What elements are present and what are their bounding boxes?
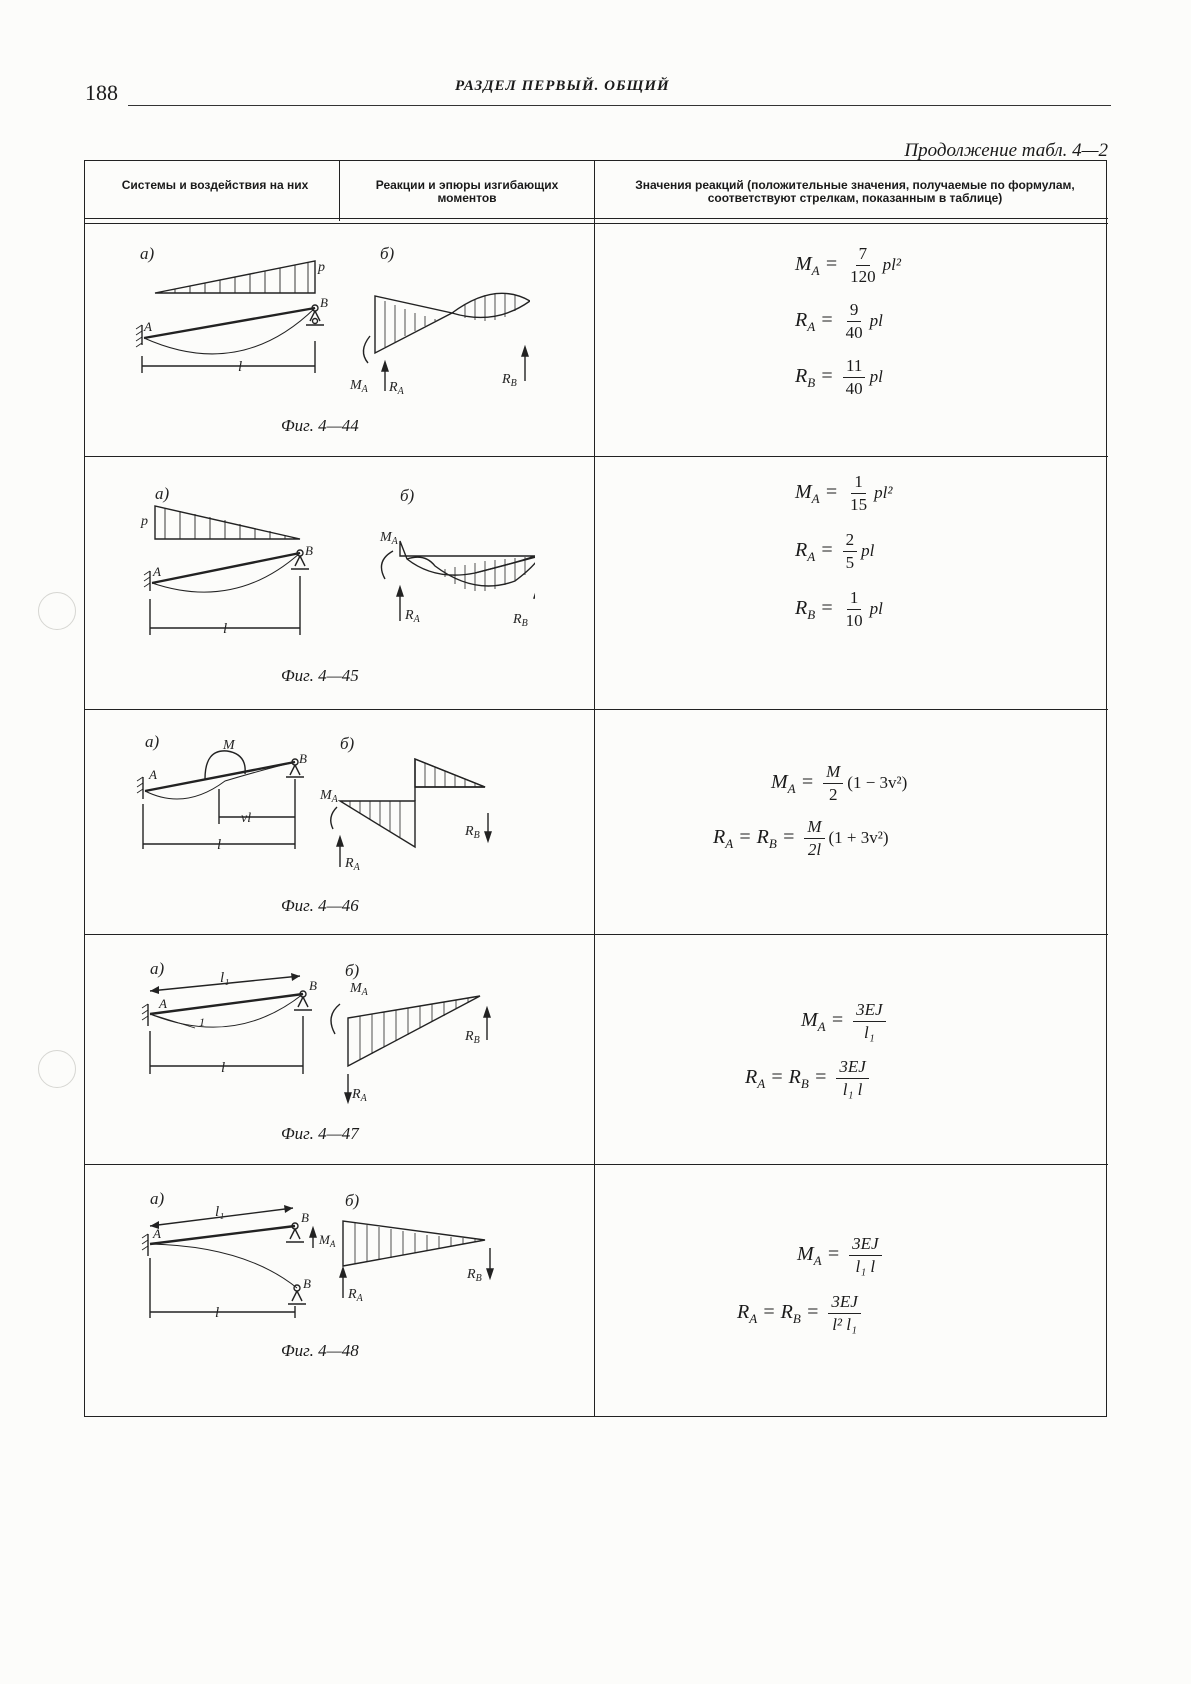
- label-p: p: [318, 260, 325, 275]
- figure-caption: Фиг. 4—45: [281, 666, 359, 685]
- svg-text:RB: $R_B$: [467, 1267, 482, 1284]
- formula-row: $R_A$ = $\frac{9}{40}$ pl: [795, 300, 883, 342]
- svg-text:а): а): [150, 1189, 165, 1208]
- svg-text:RA: $R_A$: [405, 608, 420, 625]
- row-divider-1: [85, 456, 1108, 457]
- column-header-values: Значения реакций (положительные значения, получаемые по формулам, соответствуют стрелкам, показанным в таблице): [635, 178, 1075, 205]
- row-divider-2: [85, 709, 1108, 710]
- svg-text:RA: $R_A$: [389, 380, 404, 397]
- svg-text:l₁: l₁: [220, 970, 230, 986]
- figure-caption: Фиг. 4—48: [281, 1341, 359, 1360]
- label-b: б): [380, 244, 395, 263]
- formula-row: $R_A = R_B$ = $\frac{3EJ}{\text{l² l₁}}$: [737, 1291, 865, 1336]
- column-header-reactions: Реакции и эпюры изгибающих моментов: [375, 178, 559, 205]
- figure-caption: Фиг. 4—46: [281, 896, 359, 915]
- figure-caption: Фиг. 4—47: [281, 1124, 359, 1143]
- svg-text:l: l: [223, 621, 228, 637]
- svg-text:A: A: [149, 767, 157, 782]
- svg-text:MA: $M_A$: [320, 788, 338, 805]
- svg-text:RB: $R_B$: [513, 612, 528, 629]
- svg-text:l₁: l₁: [215, 1204, 225, 1220]
- svg-text:B: B: [320, 295, 328, 310]
- svg-text:RA: $R_A$: [348, 1287, 363, 1304]
- svg-text:а): а): [150, 959, 165, 978]
- column-header-systems: Системы и воздействия на них: [121, 178, 309, 192]
- row-divider-4: [85, 1164, 1108, 1165]
- header-rule-1: [85, 218, 1108, 219]
- page-number: 188: [85, 80, 118, 105]
- formula-row: $R_B$ = $\frac{1}{10}$ pl: [795, 588, 883, 630]
- formula-row: $M_A$ = $\frac{7}{120}$ pl²: [795, 244, 901, 286]
- svg-text:RA: $R_A$: [345, 856, 360, 873]
- svg-text:M: M: [223, 738, 235, 753]
- figure-4-45: [135, 481, 535, 661]
- svg-text:RB: $R_B$: [502, 372, 517, 389]
- running-head: РАЗДЕЛ ПЕРВЫЙ. ОБЩИЙ: [455, 78, 670, 94]
- svg-text:l: l: [221, 1060, 226, 1076]
- svg-text:l: l: [215, 1305, 220, 1321]
- svg-text:RA: $R_A$: [352, 1087, 367, 1104]
- header-rule: [128, 105, 1111, 106]
- formula-row: $M_A$ = $\frac{3EJ}{\text{l₁}}$: [801, 999, 890, 1044]
- svg-text:B: B: [309, 978, 317, 993]
- binder-hole: [38, 592, 76, 630]
- svg-text:vl: vl: [241, 811, 252, 826]
- svg-text:A: A: [144, 319, 152, 334]
- column-divider: [594, 161, 595, 1416]
- header-rule-2: [85, 223, 1108, 224]
- figure-4-48: [135, 1186, 535, 1356]
- svg-text:б): б): [400, 486, 415, 505]
- svg-text:а): а): [155, 484, 170, 503]
- svg-text:1: 1: [199, 1015, 205, 1029]
- reactions-table: [84, 160, 1107, 1417]
- formula-row: $R_A = R_B$ = $\frac{M}{2l}$ (1 + 3v²): [713, 817, 889, 859]
- svg-text:RB: $R_B$: [465, 1029, 480, 1046]
- svg-text:MA: $M_A$: [350, 981, 368, 998]
- row-divider-3: [85, 934, 1108, 935]
- svg-text:B: B: [303, 1276, 311, 1291]
- svg-text:B: B: [301, 1210, 309, 1225]
- svg-text:MA: $M_A$: [350, 378, 368, 395]
- figure-caption: Фиг. 4—44: [281, 416, 359, 435]
- svg-text:MA: $M_A$: [319, 1232, 336, 1249]
- svg-text:l: l: [217, 837, 222, 853]
- svg-text:б): б): [345, 1191, 360, 1210]
- formula-row: $R_B$ = $\frac{11}{40}$ pl: [795, 356, 883, 398]
- svg-text:B: B: [299, 751, 307, 766]
- svg-text:A: A: [159, 996, 167, 1011]
- formula-row: $R_A$ = $\frac{2}{5}$ pl: [795, 530, 875, 572]
- svg-text:B: B: [305, 543, 313, 558]
- svg-text:б): б): [345, 961, 360, 980]
- formula-row: $M_A$ = $\frac{1}{15}$ pl²: [795, 472, 893, 514]
- svg-text:p: p: [141, 514, 148, 529]
- svg-text:а): а): [145, 732, 160, 751]
- header-divider-1: [339, 161, 340, 221]
- svg-text:A: A: [153, 1226, 161, 1241]
- label-a: а): [140, 244, 155, 263]
- svg-text:б): б): [340, 734, 355, 753]
- figure-4-44: [130, 241, 530, 416]
- svg-text:MA: $M_A$: [380, 530, 398, 547]
- formula-row: $R_A = R_B$ = $\frac{3EJ}{\text{l₁ l}}$: [745, 1056, 873, 1101]
- table-continuation-label: Продолжение табл. 4—2: [904, 140, 1108, 161]
- svg-text:RB: $R_B$: [465, 824, 480, 841]
- figure-4-46: [135, 729, 535, 899]
- figure-4-47: [135, 956, 535, 1126]
- formula-row: $M_A$ = $\frac{M}{2}$ (1 − 3v²): [771, 762, 908, 804]
- svg-text:A: A: [153, 564, 161, 579]
- binder-hole: [38, 1050, 76, 1088]
- svg-text:l: l: [238, 359, 243, 375]
- formula-row: $M_A$ = $\frac{3EJ}{\text{l₁ l}}$: [797, 1233, 886, 1278]
